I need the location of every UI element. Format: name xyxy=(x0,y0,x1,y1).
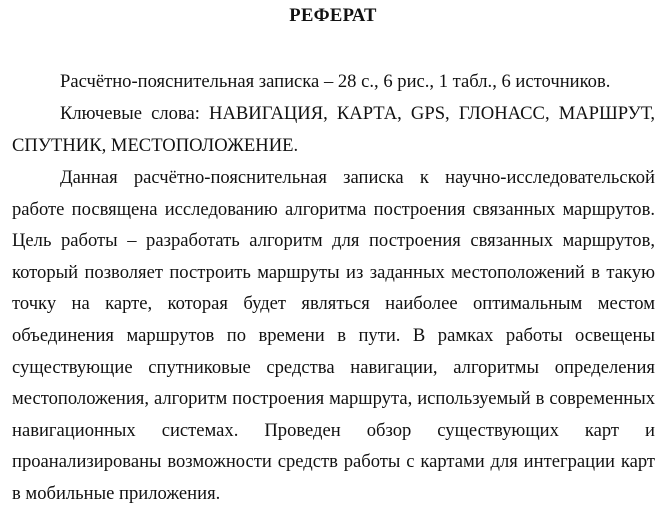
body-line-11: в мобильные приложения. xyxy=(12,482,221,504)
body-line-2: работе посвящена исследованию алгоритма построения связанных маршрутов. xyxy=(12,198,656,220)
body-line-7: существующие спутниковые средства навигации, алгоритмы определения xyxy=(12,356,655,378)
body-line-10: проанализированы возможности средств работы с картами для интеграции карт xyxy=(12,451,656,473)
body-line-1: Данная расчётно-пояснительная записка к научно-исследовательской xyxy=(60,167,655,188)
abstract-body-paragraph xyxy=(12,162,655,510)
keywords-line-1 xyxy=(12,98,655,130)
keywords-paragraph xyxy=(12,98,655,161)
keywords-line-1-text: Ключевые слова: НАВИГАЦИЯ, КАРТА, GPS, ГЛОНАСС, МАРШРУТ, xyxy=(60,103,655,124)
body-line-3: Цель работы – разработать алгоритм для построения связанных маршрутов, xyxy=(12,230,656,252)
document-title: РЕФЕРАТ xyxy=(289,5,377,26)
body-line-9: навигационных системах. Проведен обзор существующих карт и xyxy=(12,419,655,441)
summary-paragraph xyxy=(12,66,655,98)
body-line-6: объединения маршрутов по времени в пути. В рамках работы освещены xyxy=(12,324,655,346)
body-line-4: который позволяет построить маршруты из заданных местоположений в такую xyxy=(12,261,655,283)
body-line-5: точку на карте, которая будет являться наиболее оптимальным местом xyxy=(12,293,656,315)
keywords-line-2: СПУТНИК, МЕСТОПОЛОЖЕНИЕ. xyxy=(12,134,299,156)
summary-line: Расчётно-пояснительная записка – 28 с., 6 рис., 1 табл., 6 источников. xyxy=(60,71,611,92)
body-line-8: местоположения, алгоритм построения маршрута, используемый в современных xyxy=(12,388,656,410)
